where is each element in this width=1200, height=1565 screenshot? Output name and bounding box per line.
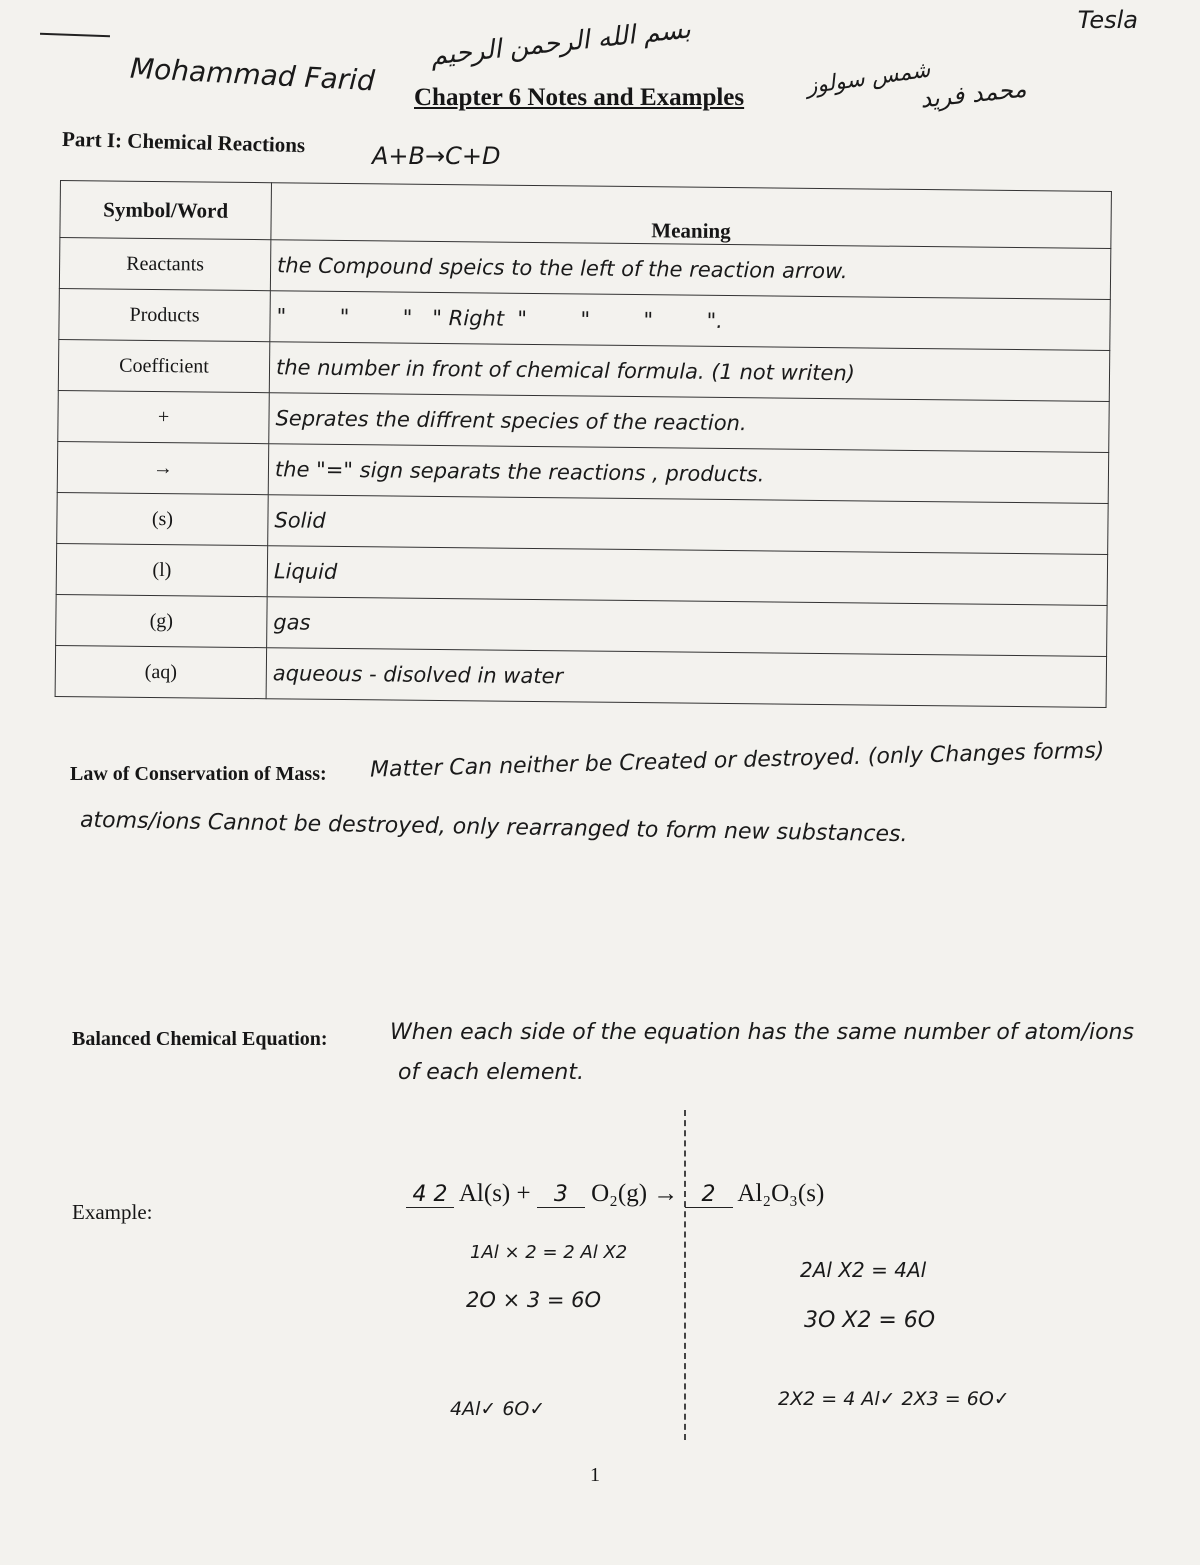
work-left-line-2: 2O × 3 = 6O xyxy=(466,1288,602,1312)
symbol-cell: → xyxy=(57,441,269,494)
arabic-note-2: محمد فريد xyxy=(918,74,1028,114)
equation-term-3: Al₂O₃(s) xyxy=(737,1180,825,1207)
corner-note: Tesla xyxy=(1077,6,1138,34)
table-row xyxy=(55,645,1106,707)
arabic-note-1: شمس سولوز xyxy=(804,57,932,100)
meaning-cell: the "=" sign separats the reactions , products. xyxy=(268,444,1108,504)
generic-reaction: A+B→C+D xyxy=(372,142,501,170)
coefficient-blank-2: 3 xyxy=(537,1182,585,1208)
symbol-cell: (g) xyxy=(56,594,268,647)
symbol-cell: (l) xyxy=(56,543,268,596)
header-meaning: Meaning xyxy=(271,183,1112,249)
law-definition-line-1: Matter Can neither be Created or destroyed. (only Changes forms) xyxy=(369,738,1105,783)
law-label: Law of Conservation of Mass: xyxy=(70,763,327,785)
meaning-cell: gas xyxy=(267,597,1107,657)
balanced-definition-line-2: of each element. xyxy=(398,1060,584,1085)
balanced-label: Balanced Chemical Equation: xyxy=(72,1028,328,1050)
equation-term-2: O₂(g) → xyxy=(591,1180,679,1207)
meaning-cell: the number in front of chemical formula. (1 not writen) xyxy=(269,342,1109,402)
check-left: 4Al✓ 6O✓ xyxy=(450,1398,546,1420)
balanced-definition-line-1: When each side of the equation has the same number of atom/ions xyxy=(390,1020,1134,1045)
equation-term-1: Al(s) + xyxy=(458,1180,531,1207)
symbol-cell: Coefficient xyxy=(58,339,270,392)
meaning-cell: the Compound speics to the left of the reaction arrow. xyxy=(270,240,1110,300)
meaning-cell: Solid xyxy=(268,495,1108,555)
work-right-line-2: 3O X2 = 6O xyxy=(804,1308,936,1333)
symbol-cell: Products xyxy=(59,288,271,341)
example-label: Example: xyxy=(72,1200,153,1224)
symbol-cell: (aq) xyxy=(55,645,267,698)
dashed-divider xyxy=(684,1110,686,1440)
symbol-cell: + xyxy=(58,390,270,443)
page-title: Chapter 6 Notes and Examples xyxy=(414,84,745,111)
check-right: 2X2 = 4 Al✓ 2X3 = 6O✓ xyxy=(778,1388,1010,1410)
part-heading: Part I: Chemical Reactions xyxy=(61,126,306,158)
coefficient-blank-1: 4 2 xyxy=(406,1182,454,1208)
example-equation xyxy=(406,1180,824,1208)
symbol-cell: (s) xyxy=(57,492,269,545)
meaning-cell: " " " " Right " " " ". xyxy=(270,291,1110,351)
law-definition-line-2: atoms/ions Cannot be destroyed, only rearranged to form new substances. xyxy=(79,807,908,848)
student-name: Mohammad Farid xyxy=(129,51,376,98)
work-right-line-1: 2Al X2 = 4Al xyxy=(800,1258,927,1282)
symbol-table xyxy=(55,180,1112,708)
symbol-cell: Reactants xyxy=(59,238,271,291)
basmala: بسم الله الرحمن الرحيم xyxy=(429,14,693,72)
work-left-line-1: 1Al × 2 = 2 Al X2 xyxy=(470,1242,628,1263)
meaning-cell: aqueous - disolved in water xyxy=(266,648,1106,708)
coefficient-blank-3: 2 xyxy=(685,1182,733,1208)
pen-stroke xyxy=(40,33,110,37)
meaning-cell: Liquid xyxy=(267,546,1107,606)
header-symbol: Symbol/Word xyxy=(60,181,272,240)
meaning-cell: Seprates the diffrent species of the reaction. xyxy=(269,393,1109,453)
page-number: 1 xyxy=(590,1464,600,1486)
